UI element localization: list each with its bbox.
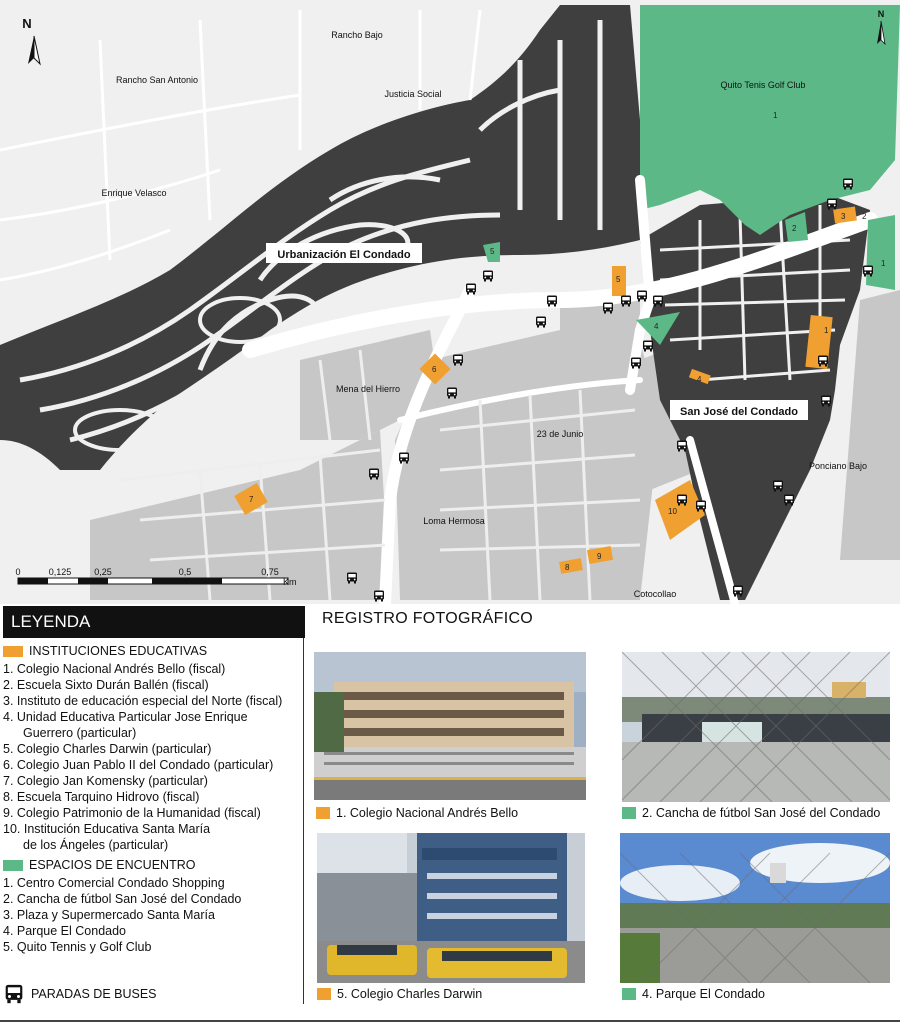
caption-swatch bbox=[317, 988, 331, 1000]
edu-marker-4: 4 bbox=[697, 375, 702, 384]
edu-item: 2. Escuela Sixto Durán Ballén (fiscal) bbox=[3, 678, 209, 692]
caption-text: 5. Colegio Charles Darwin bbox=[337, 987, 483, 1001]
label-quito-tenis: Quito Tenis Golf Club bbox=[720, 80, 806, 90]
edu-marker-3: 3 bbox=[841, 212, 846, 221]
edu-marker-1: 1 bbox=[824, 326, 829, 335]
meeting-title: ESPACIOS DE ENCUENTRO bbox=[29, 858, 196, 872]
bus-stops-label: PARADAS DE BUSES bbox=[31, 987, 157, 1001]
label-23-de-junio: 23 de Junio bbox=[536, 429, 584, 439]
edu-marker-10: 10 bbox=[668, 507, 677, 516]
north-label: N bbox=[877, 9, 885, 19]
scale-tick: 0,75 bbox=[261, 567, 279, 577]
caption-swatch bbox=[316, 807, 330, 819]
bus-stops-legend bbox=[3, 984, 157, 1004]
bus-icon bbox=[3, 984, 25, 1004]
educational-title: INSTITUCIONES EDUCATIVAS bbox=[29, 644, 208, 658]
meet-item: 3. Plaza y Supermercado Santa María bbox=[3, 908, 215, 922]
label-cotocollao: Cotocollao bbox=[633, 589, 677, 599]
meet-marker-1: 1 bbox=[881, 259, 886, 268]
edu-item: 3. Instituto de educación especial del Norte (fiscal) bbox=[3, 694, 283, 708]
edu-item: 7. Colegio Jan Komensky (particular) bbox=[3, 774, 208, 788]
meeting-category bbox=[3, 857, 303, 873]
caption-text: 2. Cancha de fútbol San José del Condado bbox=[642, 806, 881, 820]
edu-item: 6. Colegio Juan Pablo II del Condado (particular) bbox=[3, 758, 274, 772]
label-mena-del-hierro: Mena del Hierro bbox=[335, 384, 401, 394]
edu-item: 10. Institución Educativa Santa María bbox=[3, 822, 211, 836]
label-rancho-san-antonio: Rancho San Antonio bbox=[115, 75, 199, 85]
edu-item: 1. Colegio Nacional Andrés Bello (fiscal) bbox=[3, 662, 226, 676]
legend-title: LEYENDA bbox=[3, 606, 305, 638]
urbanizacion-label-box bbox=[266, 243, 422, 263]
edu-marker-8: 8 bbox=[565, 563, 570, 572]
label-enrique-velasco: Enrique Velasco bbox=[101, 188, 167, 198]
san-jose-label-box bbox=[670, 400, 808, 420]
edu-marker-7: 7 bbox=[249, 495, 254, 504]
label-san-jose-del-condado: San José del Condado bbox=[680, 406, 798, 418]
edu-marker-2: 2 bbox=[862, 212, 867, 221]
photo-caption-3 bbox=[317, 987, 482, 1001]
label-justicia-social: Justicia Social bbox=[384, 89, 442, 99]
label-urbanizacion-el-condado: Urbanización El Condado bbox=[277, 249, 411, 261]
edu-marker-9: 9 bbox=[597, 552, 602, 561]
label-loma-hermosa: Loma Hermosa bbox=[423, 516, 485, 526]
legend-divider bbox=[303, 638, 304, 1004]
scale-tick: 0,125 bbox=[48, 567, 72, 577]
photo-record-title: REGISTRO FOTOGRÁFICO bbox=[322, 610, 534, 627]
educational-category bbox=[3, 643, 303, 659]
photo-parque-el-condado bbox=[620, 833, 890, 983]
photo-colegio-andres-bello bbox=[314, 652, 586, 800]
meet-item: 5. Quito Tennis y Golf Club bbox=[3, 940, 152, 954]
photo-colegio-charles-darwin bbox=[317, 833, 585, 983]
edu-item: 8. Escuela Tarquino Hidrovo (fiscal) bbox=[3, 790, 200, 804]
caption-swatch bbox=[622, 988, 636, 1000]
meet-marker-2: 2 bbox=[792, 224, 797, 233]
label-ponciano-bajo: Ponciano Bajo bbox=[808, 461, 868, 471]
caption-swatch bbox=[622, 807, 636, 819]
edu-item: Guerrero (particular) bbox=[23, 726, 137, 740]
scale-tick: 0 bbox=[15, 567, 21, 577]
north-label: N bbox=[22, 16, 32, 31]
edu-item: 5. Colegio Charles Darwin (particular) bbox=[3, 742, 212, 756]
edu-marker-5: 5 bbox=[616, 275, 621, 284]
edu-item: 4. Unidad Educativa Particular Jose Enrique bbox=[3, 710, 248, 724]
edu-marker-6: 6 bbox=[432, 365, 437, 374]
educational-swatch bbox=[3, 646, 23, 657]
scale-unit: Km bbox=[283, 577, 297, 587]
edu-item: 9. Colegio Patrimonio de la Humanidad (fiscal) bbox=[3, 806, 261, 820]
photo-caption-2 bbox=[622, 806, 880, 820]
caption-text: 1. Colegio Nacional Andrés Bello bbox=[336, 806, 519, 820]
photo-caption-4 bbox=[622, 987, 765, 1001]
label-rancho-bajo: Rancho Bajo bbox=[331, 30, 383, 40]
meet-item: 2. Cancha de fútbol San José del Condado bbox=[3, 892, 242, 906]
legend-list bbox=[3, 640, 303, 955]
scale-tick: 0,5 bbox=[178, 567, 192, 577]
meet-item: 1. Centro Comercial Condado Shopping bbox=[3, 876, 225, 890]
bottom-rule bbox=[0, 1020, 900, 1022]
meet-item: 4. Parque El Condado bbox=[3, 924, 127, 938]
photo-caption-1 bbox=[316, 806, 518, 820]
edu-item: de los Ángeles (particular) bbox=[23, 838, 169, 852]
photo-cancha-futbol bbox=[622, 652, 890, 802]
meet-marker-4: 4 bbox=[654, 322, 659, 331]
meeting-swatch bbox=[3, 860, 23, 871]
scale-tick: 0,25 bbox=[94, 567, 112, 577]
meet-marker-5: 5 bbox=[490, 247, 495, 256]
golf-marker-label: 1 bbox=[773, 111, 778, 120]
caption-text: 4. Parque El Condado bbox=[642, 987, 766, 1001]
